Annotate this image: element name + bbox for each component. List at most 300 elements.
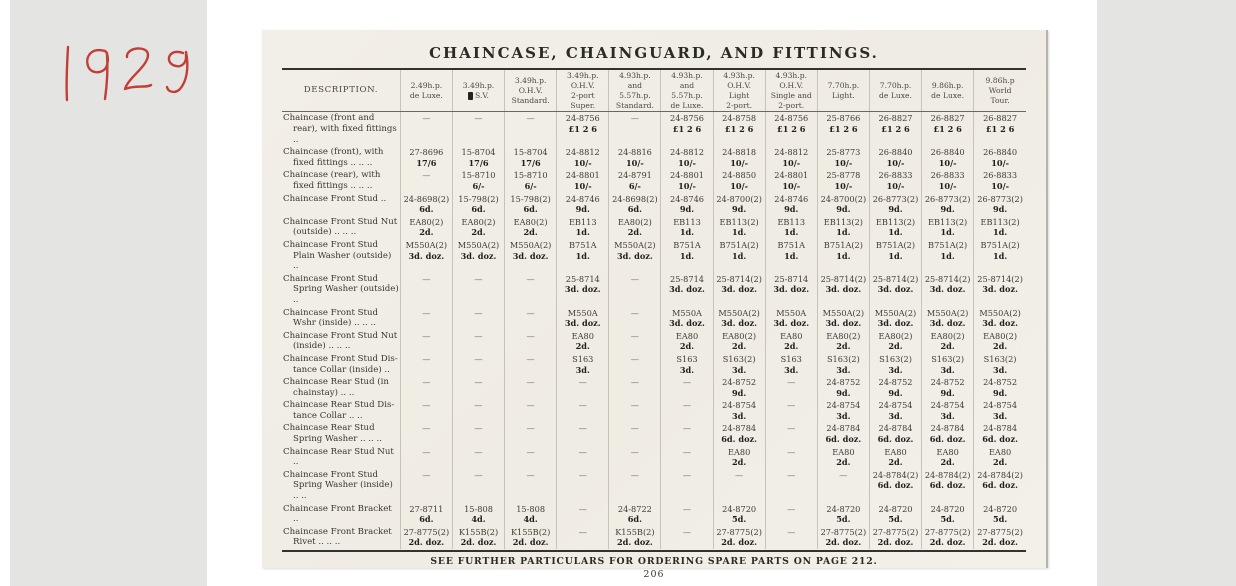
part-cell bbox=[765, 273, 817, 307]
part-number: 24-8700(2) bbox=[716, 193, 762, 204]
part-number: K155B(2) bbox=[510, 526, 551, 537]
part-number: — bbox=[787, 423, 796, 434]
part-number: — bbox=[630, 377, 639, 388]
part-number: 26-8773(2) bbox=[977, 193, 1023, 204]
part-number: 26-8773(2) bbox=[924, 193, 971, 204]
price: 3d. bbox=[731, 410, 747, 421]
part-number: 24-8812 bbox=[669, 147, 705, 158]
part-number: 24-8758 bbox=[722, 113, 757, 124]
price: 2d. bbox=[419, 227, 434, 238]
part-number: EB113(2) bbox=[980, 216, 1020, 227]
part-cell bbox=[765, 526, 817, 549]
part-cell bbox=[661, 330, 713, 353]
part-number: 25-8766 bbox=[826, 113, 861, 124]
part-number: B751A bbox=[777, 239, 806, 250]
part-cell bbox=[765, 307, 817, 330]
part-number: — bbox=[630, 446, 639, 457]
price: 6d. bbox=[419, 204, 434, 215]
part-cell bbox=[557, 446, 609, 469]
price: 10/- bbox=[573, 157, 592, 168]
price: £1 2 6 bbox=[985, 124, 1015, 135]
part-number: — bbox=[526, 353, 535, 364]
price: 3d. bbox=[836, 364, 851, 375]
part-cell bbox=[452, 526, 504, 549]
part-cell bbox=[765, 469, 817, 503]
part-cell bbox=[817, 503, 869, 526]
part-cell bbox=[974, 239, 1026, 273]
part-cell bbox=[452, 446, 504, 469]
description-cell: Chaincase Front Bracket .. bbox=[283, 503, 392, 525]
part-number: 26-8773(2) bbox=[872, 193, 919, 204]
parts-price-table bbox=[282, 70, 1026, 549]
part-number: 24-8801 bbox=[669, 170, 705, 181]
part-number: — bbox=[630, 400, 639, 411]
description-cell: Chaincase (rear), with fixed fittings .. .. .. bbox=[283, 170, 381, 191]
handwritten-year-annotation bbox=[55, 42, 207, 106]
part-cell bbox=[452, 353, 504, 376]
price: 2d. doz. bbox=[877, 537, 914, 548]
part-cell bbox=[869, 193, 921, 216]
part-number: K155B(2) bbox=[458, 526, 499, 537]
part-cell bbox=[765, 169, 817, 192]
part-cell bbox=[869, 216, 921, 239]
scanned-catalog-page bbox=[262, 30, 1048, 580]
part-number: EA80(2) bbox=[930, 330, 965, 341]
column-header-description: DESCRIPTION. bbox=[282, 70, 400, 112]
column-header: 3.49h.p. O.H.V. Standard. bbox=[505, 70, 557, 112]
price: 3d. doz. bbox=[669, 318, 705, 329]
part-number: — bbox=[735, 469, 744, 480]
price: 6d. doz. bbox=[929, 480, 966, 491]
part-cell bbox=[505, 503, 557, 526]
part-cell bbox=[869, 446, 921, 469]
price: 10/- bbox=[782, 157, 801, 168]
price: 2d. bbox=[627, 227, 643, 238]
part-number: 15-808 bbox=[516, 503, 546, 514]
price: £1 2 6 bbox=[881, 124, 910, 135]
price: 1d. bbox=[679, 227, 695, 238]
part-number: — bbox=[578, 469, 587, 480]
part-cell bbox=[765, 146, 817, 169]
price: 3d. bbox=[888, 364, 903, 375]
part-number: 24-8722 bbox=[617, 503, 652, 514]
price: 5d. bbox=[836, 514, 851, 525]
price: 2d. doz. bbox=[512, 537, 549, 548]
part-cell bbox=[609, 376, 661, 399]
part-cell bbox=[505, 353, 557, 376]
part-number: EA80 bbox=[571, 330, 594, 341]
price: 9d. bbox=[836, 204, 851, 215]
price: £1 2 6 bbox=[672, 124, 702, 135]
part-number: 25-8714 bbox=[565, 273, 600, 284]
part-number: 24-8752 bbox=[983, 377, 1018, 388]
part-cell bbox=[661, 422, 713, 445]
part-cell bbox=[765, 399, 817, 422]
part-number: 24-8746 bbox=[774, 193, 809, 204]
part-cell bbox=[452, 216, 504, 239]
part-number: 24-8812 bbox=[774, 147, 809, 158]
part-number: 24-8801 bbox=[565, 170, 600, 181]
part-number: — bbox=[422, 307, 431, 318]
price: 6d. doz. bbox=[982, 434, 1018, 445]
price: 3d. bbox=[784, 364, 799, 375]
part-cell bbox=[452, 399, 504, 422]
price: 9d. bbox=[784, 204, 799, 215]
part-cell bbox=[922, 307, 974, 330]
price: 3d. bbox=[731, 364, 747, 375]
part-cell bbox=[557, 193, 609, 216]
part-cell bbox=[869, 169, 921, 192]
part-number: M550A(2) bbox=[718, 307, 760, 318]
part-cell bbox=[661, 469, 713, 503]
part-number: — bbox=[526, 113, 535, 124]
price: 3d. doz. bbox=[773, 284, 810, 295]
part-cell bbox=[974, 169, 1026, 192]
part-cell bbox=[452, 146, 504, 169]
part-cell bbox=[922, 216, 974, 239]
part-cell bbox=[869, 353, 921, 376]
part-number: M550A(2) bbox=[405, 239, 448, 250]
part-number: 15-8710 bbox=[513, 170, 548, 181]
part-cell bbox=[713, 526, 765, 549]
part-cell bbox=[817, 526, 869, 549]
table-row bbox=[282, 399, 1026, 422]
price: 9d. bbox=[679, 204, 695, 215]
part-cell bbox=[505, 307, 557, 330]
price: 3d. doz. bbox=[408, 250, 445, 261]
part-cell bbox=[869, 146, 921, 169]
part-number: 24-8698(2) bbox=[403, 193, 450, 204]
price: 2d. bbox=[992, 457, 1008, 468]
part-cell bbox=[609, 307, 661, 330]
part-cell bbox=[661, 169, 713, 192]
part-number: EB113(2) bbox=[823, 216, 863, 227]
part-number: 24-8746 bbox=[669, 193, 705, 204]
price: 2d. doz. bbox=[825, 537, 862, 548]
part-number: — bbox=[422, 113, 431, 124]
price: 1d. bbox=[940, 250, 955, 261]
footer-note: SEE FURTHER PARTICULARS FOR ORDERING SPARE PARTS ON PAGE 212. bbox=[430, 556, 878, 567]
part-cell bbox=[400, 330, 452, 353]
table-body bbox=[282, 112, 1026, 549]
part-cell bbox=[557, 503, 609, 526]
part-number: 24-8791 bbox=[617, 170, 652, 181]
part-number: 24-8756 bbox=[565, 113, 600, 124]
price: 9d. bbox=[731, 204, 747, 215]
part-number: 25-8773 bbox=[826, 147, 861, 158]
part-cell bbox=[713, 112, 765, 146]
part-cell bbox=[817, 330, 869, 353]
price: 1d. bbox=[679, 250, 695, 261]
part-cell bbox=[713, 353, 765, 376]
part-cell bbox=[609, 469, 661, 503]
part-number: 24-8801 bbox=[774, 170, 809, 181]
part-cell bbox=[661, 146, 713, 169]
part-cell bbox=[869, 112, 921, 146]
column-header: 9.86h.p World Tour. bbox=[974, 70, 1026, 112]
price: 5d. bbox=[888, 514, 903, 525]
part-number: EA80 bbox=[884, 446, 907, 457]
part-cell bbox=[869, 376, 921, 399]
part-number: EA80 bbox=[936, 446, 959, 457]
part-cell bbox=[452, 239, 504, 273]
part-number: — bbox=[630, 353, 639, 364]
part-number: 24-8720 bbox=[983, 503, 1018, 514]
description-cell: Chaincase Front Stud Dis- tance Collar (inside) .. bbox=[283, 353, 398, 375]
part-cell bbox=[452, 469, 504, 503]
part-number: 24-8720 bbox=[722, 503, 757, 514]
part-number: EA80 bbox=[988, 446, 1012, 457]
price: 10/- bbox=[678, 181, 696, 191]
part-number: S163 bbox=[780, 353, 802, 364]
part-cell bbox=[505, 330, 557, 353]
part-number: 24-8754 bbox=[983, 400, 1018, 411]
price: 2d. bbox=[679, 341, 695, 352]
part-cell bbox=[609, 503, 661, 526]
price: £1 2 6 bbox=[829, 124, 858, 135]
part-cell bbox=[974, 112, 1026, 146]
part-cell bbox=[400, 146, 452, 169]
table-row bbox=[282, 469, 1026, 503]
part-number: EA80(2) bbox=[513, 216, 548, 227]
part-cell bbox=[400, 353, 452, 376]
part-cell bbox=[452, 422, 504, 445]
part-number: 24-8720 bbox=[826, 503, 861, 514]
part-cell bbox=[974, 330, 1026, 353]
part-number: EB113 bbox=[568, 216, 597, 227]
part-cell bbox=[765, 446, 817, 469]
price: 3d. bbox=[575, 364, 590, 375]
part-cell bbox=[817, 216, 869, 239]
ink-blot-artifact bbox=[468, 92, 473, 100]
part-cell bbox=[922, 193, 974, 216]
part-number: EA80 bbox=[727, 446, 751, 457]
price: 1d. bbox=[731, 227, 747, 238]
part-cell bbox=[609, 193, 661, 216]
part-cell bbox=[452, 330, 504, 353]
part-cell bbox=[713, 469, 765, 503]
part-cell bbox=[817, 399, 869, 422]
part-number: — bbox=[682, 423, 692, 434]
part-number: — bbox=[578, 526, 587, 537]
price: 1d. bbox=[575, 227, 590, 238]
part-number: — bbox=[787, 377, 796, 388]
price: 2d. bbox=[731, 457, 747, 468]
price: 3d. bbox=[940, 364, 955, 375]
part-cell bbox=[869, 273, 921, 307]
part-cell bbox=[609, 422, 661, 445]
part-number: 24-8784(2) bbox=[977, 469, 1023, 480]
price: 10/- bbox=[938, 157, 957, 168]
page-title: CHAINCASE, CHAINGUARD, AND FITTINGS. bbox=[429, 44, 879, 62]
part-number: M550A(2) bbox=[926, 307, 969, 318]
part-number: — bbox=[526, 273, 535, 284]
part-number: — bbox=[422, 400, 431, 411]
part-number: — bbox=[682, 526, 692, 537]
part-cell bbox=[817, 469, 869, 503]
part-number: 24-8850 bbox=[722, 170, 757, 181]
right-gray-panel bbox=[1097, 0, 1236, 586]
price: 6d. doz. bbox=[877, 480, 914, 491]
part-number: — bbox=[630, 307, 639, 318]
price: 2d. doz. bbox=[408, 537, 445, 548]
part-number: 24-8784 bbox=[930, 423, 965, 434]
part-cell bbox=[557, 273, 609, 307]
description-cell: Chaincase (front), with fixed fittings .. .. .. bbox=[283, 147, 384, 168]
price: 10/- bbox=[782, 181, 801, 191]
part-cell bbox=[713, 307, 765, 330]
part-cell bbox=[557, 526, 609, 549]
price: 10/- bbox=[678, 157, 696, 168]
price: 2d. bbox=[888, 457, 903, 468]
table-row bbox=[282, 112, 1026, 146]
part-cell bbox=[452, 503, 504, 526]
part-number: 24-8784 bbox=[826, 423, 861, 434]
part-cell bbox=[609, 399, 661, 422]
part-cell bbox=[609, 216, 661, 239]
part-number: 24-8812 bbox=[565, 147, 600, 158]
part-cell bbox=[661, 112, 713, 146]
price: 3d. doz. bbox=[929, 318, 966, 329]
part-number: — bbox=[526, 400, 535, 411]
part-number: — bbox=[682, 446, 692, 457]
part-number: 26-8827 bbox=[878, 113, 913, 124]
part-number: 24-8754 bbox=[826, 400, 861, 411]
price: 3d. bbox=[992, 410, 1008, 421]
price: 6d. doz. bbox=[721, 434, 758, 445]
column-header: 4.93h.p. O.H.V. Light 2-port. bbox=[713, 70, 765, 112]
part-cell bbox=[661, 239, 713, 273]
table-row bbox=[282, 169, 1026, 192]
price: 6/- bbox=[472, 181, 485, 191]
part-number: — bbox=[526, 330, 535, 341]
part-number: EB113(2) bbox=[928, 216, 968, 227]
part-number: — bbox=[787, 446, 796, 457]
part-cell bbox=[817, 353, 869, 376]
part-cell bbox=[505, 146, 557, 169]
price: 6d. doz. bbox=[825, 434, 862, 445]
part-number: 24-8784 bbox=[983, 423, 1018, 434]
part-number: 24-8754 bbox=[878, 400, 913, 411]
part-number: 24-8700(2) bbox=[820, 193, 867, 204]
part-cell bbox=[400, 399, 452, 422]
part-cell bbox=[452, 307, 504, 330]
part-number: B751A(2) bbox=[875, 239, 916, 250]
part-number: EA80 bbox=[780, 330, 803, 341]
price: 6d. bbox=[471, 204, 486, 215]
part-number: — bbox=[682, 377, 692, 388]
part-number: 24-8756 bbox=[669, 113, 705, 124]
column-header: 9.86h.p. de Luxe. bbox=[922, 70, 974, 112]
part-cell bbox=[609, 112, 661, 146]
part-number: — bbox=[630, 469, 639, 480]
description-cell: Chaincase Rear Stud (in chainstay) .. .. bbox=[283, 377, 389, 398]
part-cell bbox=[974, 399, 1026, 422]
description-cell: Chaincase Front Stud Plain Washer (outside) .. bbox=[283, 239, 392, 272]
price: 1d. bbox=[836, 250, 851, 261]
part-number: 24-8720 bbox=[930, 503, 965, 514]
part-number: 26-8840 bbox=[983, 147, 1018, 158]
part-number: EA80(2) bbox=[878, 330, 913, 341]
price: 6d. bbox=[627, 514, 643, 525]
price: 6d. doz. bbox=[877, 434, 914, 445]
part-cell bbox=[505, 169, 557, 192]
part-cell bbox=[869, 503, 921, 526]
price: 10/- bbox=[886, 181, 905, 191]
price: 2d. bbox=[731, 341, 747, 352]
table-row bbox=[282, 193, 1026, 216]
part-cell bbox=[713, 446, 765, 469]
part-cell bbox=[974, 446, 1026, 469]
part-number: — bbox=[630, 423, 639, 434]
part-number: — bbox=[474, 446, 483, 457]
part-cell bbox=[713, 399, 765, 422]
part-cell bbox=[817, 146, 869, 169]
price: 3d. doz. bbox=[982, 284, 1018, 295]
part-number: EA80(2) bbox=[983, 330, 1018, 341]
part-cell bbox=[713, 503, 765, 526]
part-cell bbox=[400, 446, 452, 469]
description-cell: Chaincase Front Stud Nut (inside) .. .. .. bbox=[283, 330, 398, 352]
column-header: 7.70h.p. de Luxe. bbox=[869, 70, 921, 112]
part-cell bbox=[452, 169, 504, 192]
part-number: 15-8704 bbox=[513, 147, 548, 158]
part-cell bbox=[400, 216, 452, 239]
price: 1d. bbox=[992, 227, 1008, 238]
part-cell bbox=[661, 399, 713, 422]
part-cell bbox=[400, 112, 452, 146]
part-number: — bbox=[578, 377, 587, 388]
part-number: 24-8752 bbox=[722, 377, 757, 388]
part-cell bbox=[974, 146, 1026, 169]
part-cell bbox=[869, 307, 921, 330]
part-number: S163(2) bbox=[931, 353, 965, 364]
price: 1d. bbox=[940, 227, 955, 238]
part-cell bbox=[400, 307, 452, 330]
part-number: — bbox=[422, 469, 431, 480]
part-number: 24-8816 bbox=[617, 147, 652, 158]
part-cell bbox=[609, 273, 661, 307]
part-number: — bbox=[474, 423, 483, 434]
price: 3d. doz. bbox=[877, 318, 914, 329]
part-cell bbox=[922, 376, 974, 399]
price: 10/- bbox=[834, 157, 853, 168]
price: 10/- bbox=[730, 157, 749, 168]
price: 10/- bbox=[625, 157, 644, 168]
part-cell bbox=[974, 503, 1026, 526]
part-number: M550A(2) bbox=[614, 239, 656, 250]
price: 3d. doz. bbox=[616, 250, 653, 261]
part-cell bbox=[974, 526, 1026, 549]
part-number: EB113 bbox=[673, 216, 701, 227]
part-number: B751A bbox=[673, 239, 701, 250]
part-number: M550A(2) bbox=[509, 239, 552, 250]
part-number: EA80(2) bbox=[722, 330, 757, 341]
part-cell bbox=[557, 307, 609, 330]
part-cell bbox=[505, 422, 557, 445]
part-number: M550A(2) bbox=[874, 307, 917, 318]
part-cell bbox=[713, 422, 765, 445]
part-cell bbox=[817, 169, 869, 192]
part-number: — bbox=[422, 446, 431, 457]
part-number: EA80 bbox=[832, 446, 855, 457]
part-number: 15-798(2) bbox=[458, 193, 499, 204]
price: 2d. bbox=[784, 341, 799, 352]
part-number: — bbox=[474, 469, 483, 480]
price: 3d. doz. bbox=[982, 318, 1018, 329]
part-cell bbox=[661, 446, 713, 469]
part-cell bbox=[400, 273, 452, 307]
